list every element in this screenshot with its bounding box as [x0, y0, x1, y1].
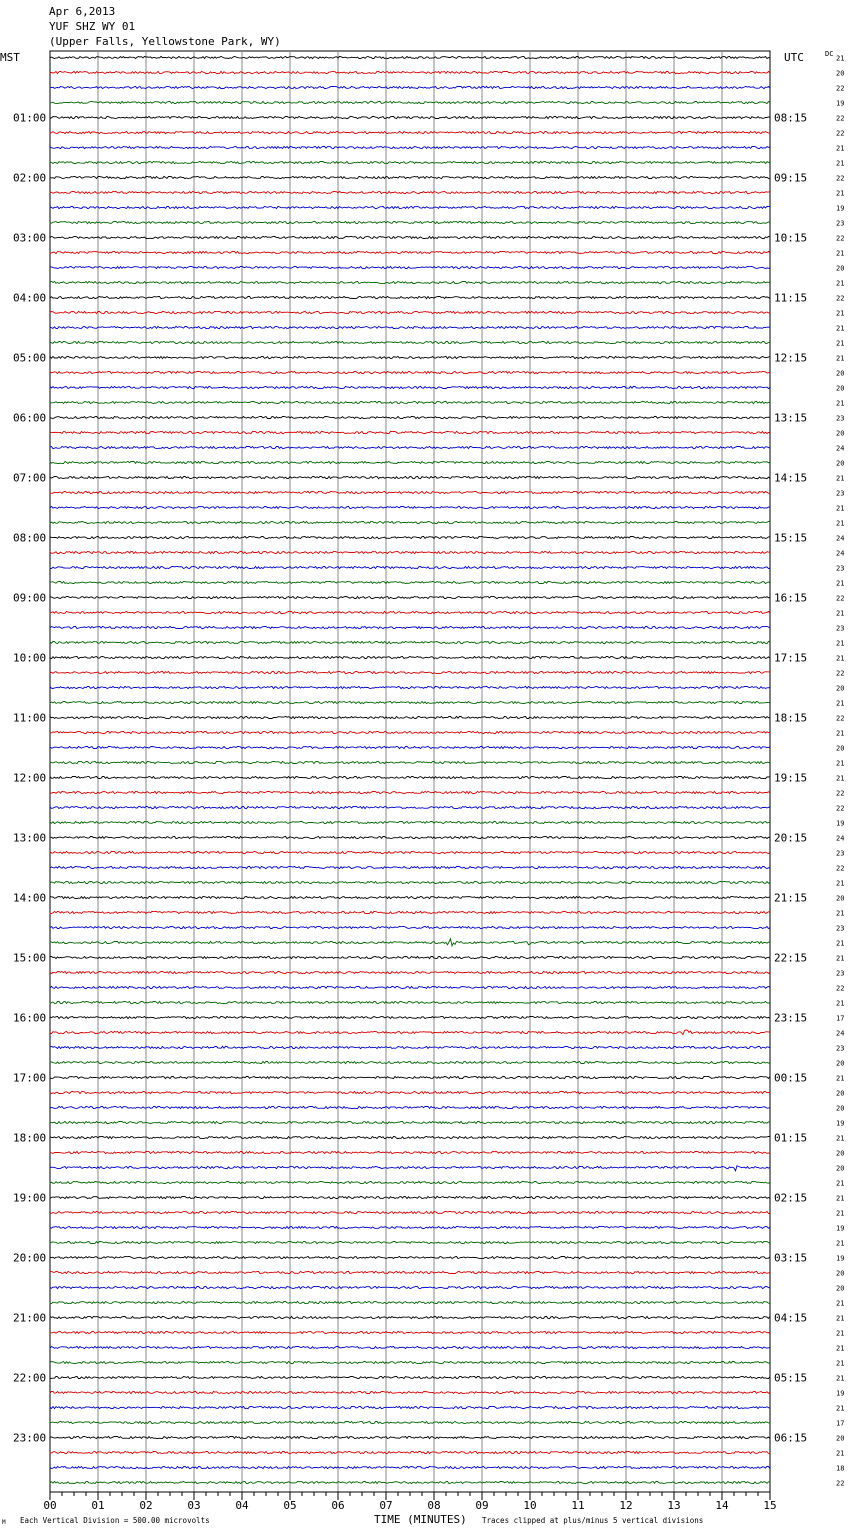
trace-row	[50, 1091, 770, 1093]
dc-offset-value: 20	[836, 69, 845, 78]
trace-row	[50, 146, 770, 148]
dc-offset-value: 21	[836, 759, 845, 768]
x-axis-title: TIME (MINUTES)	[374, 1513, 467, 1526]
dc-offset-value: 21	[836, 1404, 845, 1413]
dc-offset-value: 23	[836, 414, 845, 423]
mst-hour-labels	[13, 112, 46, 1445]
dc-offset-value: 17	[836, 1014, 845, 1023]
trace-row	[50, 986, 770, 988]
utc-hour-label: 19:15	[774, 771, 808, 785]
trace-row	[50, 71, 770, 73]
dc-offset-value: 21	[836, 1449, 845, 1458]
dc-offset-value: 22	[836, 669, 845, 678]
corner-mark: M	[2, 1519, 6, 1526]
trace-row	[50, 1406, 770, 1408]
trace-row	[50, 746, 770, 748]
trace-row	[50, 206, 770, 208]
dc-offset-value: 21	[836, 1239, 845, 1248]
dc-label: DC	[825, 50, 834, 58]
dc-offset-value: 21	[836, 579, 845, 588]
trace-row	[50, 851, 770, 853]
trace-row	[50, 326, 770, 328]
trace-row	[50, 431, 770, 433]
trace-row	[50, 221, 770, 223]
x-tick-label: 06	[331, 1499, 345, 1512]
trace-row	[50, 476, 770, 478]
utc-hour-label: 16:15	[774, 591, 808, 605]
dc-offset-value: 21	[836, 1374, 845, 1383]
trace-row	[50, 191, 770, 193]
dc-offset-value: 20	[836, 429, 845, 438]
dc-offset-value: 21	[836, 999, 845, 1008]
trace-row	[50, 281, 770, 283]
trace-row	[50, 1016, 770, 1018]
trace-row	[50, 701, 770, 703]
trace-row	[50, 521, 770, 523]
dc-offset-value: 21	[836, 774, 845, 783]
dc-offset-value: 22	[836, 864, 845, 873]
mst-hour-label: 08:00	[13, 531, 47, 545]
x-tick-label: 00	[43, 1499, 57, 1512]
dc-offset-value: 20	[836, 1104, 845, 1113]
dc-offset-value: 23	[836, 219, 845, 228]
trace-row	[50, 776, 770, 778]
trace-row	[50, 1121, 770, 1123]
dc-offset-value: 21	[836, 1329, 845, 1338]
trace-row	[50, 641, 770, 643]
scale-note: Each Vertical Division = 500.00 microvolts	[20, 1516, 210, 1525]
trace-row	[50, 446, 770, 448]
mst-hour-label: 10:00	[13, 651, 47, 665]
trace-row	[50, 1346, 770, 1348]
utc-hour-label: 00:15	[774, 1071, 808, 1085]
trace-row	[50, 401, 770, 403]
trace-row	[50, 1361, 770, 1363]
trace-row	[50, 506, 770, 508]
utc-hour-label: 20:15	[774, 831, 808, 845]
trace-row	[50, 896, 770, 898]
trace-row	[50, 1211, 770, 1213]
dc-offset-value: 21	[836, 654, 845, 663]
mst-hour-label: 07:00	[13, 471, 47, 485]
dc-offset-value: 21	[836, 1299, 845, 1308]
utc-hour-label: 09:15	[774, 171, 808, 185]
mst-hour-label: 09:00	[13, 591, 47, 605]
utc-hour-label: 01:15	[774, 1131, 808, 1145]
dc-offset-value: 21	[836, 54, 845, 63]
mst-hour-label: 03:00	[13, 231, 47, 245]
dc-offset-value: 23	[836, 924, 845, 933]
dc-offset-value: 21	[836, 879, 845, 888]
dc-offset-value: 22	[836, 714, 845, 723]
trace-row	[50, 1331, 770, 1333]
dc-offset-value: 19	[836, 1389, 845, 1398]
dc-offset-value: 23	[836, 564, 845, 573]
trace-row	[50, 536, 770, 538]
dc-offset-value: 23	[836, 624, 845, 633]
trace-row	[50, 371, 770, 373]
dc-offset-value: 21	[836, 1314, 845, 1323]
mst-hour-label: 12:00	[13, 771, 47, 785]
dc-offset-value: 21	[836, 474, 845, 483]
utc-hour-label: 03:15	[774, 1251, 808, 1265]
dc-offset-value: 24	[836, 1029, 845, 1038]
dc-offset-value: 17	[836, 1419, 845, 1428]
dc-offset-value: 21	[836, 279, 845, 288]
trace-row	[50, 1136, 770, 1138]
header-station: YUF SHZ WY 01	[49, 20, 136, 33]
dc-offset-value: 21	[836, 1209, 845, 1218]
trace-row	[50, 1376, 770, 1378]
trace-row	[50, 671, 770, 673]
dc-offset-value: 22	[836, 789, 845, 798]
dc-offset-value: 22	[836, 594, 845, 603]
right-axis-label: UTC	[784, 51, 804, 64]
mst-hour-label: 19:00	[13, 1191, 47, 1205]
x-axis	[43, 1492, 776, 1512]
utc-hour-label: 18:15	[774, 711, 808, 725]
trace-row	[50, 1451, 770, 1453]
dc-offset-value: 20	[836, 1089, 845, 1098]
trace-row	[50, 1271, 770, 1273]
trace-row	[50, 86, 770, 88]
utc-hour-label: 06:15	[774, 1431, 808, 1445]
trace-row	[50, 581, 770, 583]
trace-row	[50, 626, 770, 628]
trace-row	[50, 266, 770, 268]
dc-offset-value: 24	[836, 549, 845, 558]
utc-hour-label: 13:15	[774, 411, 808, 425]
trace-row	[50, 416, 770, 418]
x-tick-label: 10	[523, 1499, 537, 1512]
trace-row	[50, 1001, 770, 1003]
trace-row	[50, 386, 770, 388]
x-tick-label: 09	[475, 1499, 489, 1512]
trace-row	[50, 1061, 770, 1063]
header-location: (Upper Falls, Yellowstone Park, WY)	[49, 35, 281, 48]
dc-offset-value: 24	[836, 834, 845, 843]
mst-hour-label: 17:00	[13, 1071, 47, 1085]
dc-offset-value: 19	[836, 204, 845, 213]
trace-row	[50, 1196, 770, 1198]
dc-offset-value: 20	[836, 1434, 845, 1443]
trace-row	[50, 176, 770, 178]
dc-offset-value: 19	[836, 99, 845, 108]
dc-offset-value: 21	[836, 1179, 845, 1188]
dc-offset-value: 22	[836, 129, 845, 138]
trace-row	[50, 761, 770, 763]
dc-offset-value: 20	[836, 684, 845, 693]
dc-offset-value: 21	[836, 324, 845, 333]
mst-hour-label: 13:00	[13, 831, 47, 845]
utc-hour-label: 17:15	[774, 651, 808, 665]
dc-offset-value: 21	[836, 1359, 845, 1368]
mst-hour-label: 02:00	[13, 171, 47, 185]
x-tick-label: 08	[427, 1499, 441, 1512]
trace-row	[50, 491, 770, 493]
dc-offset-value: 21	[836, 909, 845, 918]
trace-row	[50, 311, 770, 313]
utc-hour-label: 12:15	[774, 351, 808, 365]
trace-row	[50, 956, 770, 958]
utc-hour-label: 21:15	[774, 891, 808, 905]
trace-row	[50, 821, 770, 823]
trace-row	[50, 1286, 770, 1288]
trace-row	[50, 939, 770, 946]
dc-offset-value: 21	[836, 339, 845, 348]
dc-offset-value: 22	[836, 174, 845, 183]
left-axis-label: MST	[0, 51, 20, 64]
trace-row	[50, 566, 770, 568]
trace-row	[50, 656, 770, 658]
mst-hour-label: 14:00	[13, 891, 47, 905]
trace-row	[50, 806, 770, 808]
mst-hour-label: 04:00	[13, 291, 47, 305]
mst-hour-label: 23:00	[13, 1431, 47, 1445]
trace-row	[50, 1046, 770, 1048]
mst-hour-label: 11:00	[13, 711, 47, 725]
mst-hour-label: 16:00	[13, 1011, 47, 1025]
utc-hour-label: 23:15	[774, 1011, 808, 1025]
trace-row	[50, 1421, 770, 1423]
dc-offset-value: 20	[836, 894, 845, 903]
dc-offset-value: 19	[836, 1119, 845, 1128]
trace-row	[50, 611, 770, 613]
dc-offset-value: 20	[836, 1269, 845, 1278]
trace-row	[50, 296, 770, 298]
dc-offset-value: 21	[836, 189, 845, 198]
dc-offset-value: 21	[836, 309, 845, 318]
trace-row	[50, 1076, 770, 1078]
dc-offset-value: 24	[836, 444, 845, 453]
trace-row	[50, 881, 770, 883]
dc-offset-labels	[836, 55, 844, 1488]
utc-hour-label: 04:15	[774, 1311, 808, 1325]
dc-offset-value: 22	[836, 294, 845, 303]
dc-offset-value: 22	[836, 234, 845, 243]
trace-row	[50, 161, 770, 163]
dc-offset-value: 19	[836, 1254, 845, 1263]
trace-row	[50, 116, 770, 118]
trace-row	[50, 791, 770, 793]
dc-offset-value: 21	[836, 159, 845, 168]
dc-offset-value: 20	[836, 459, 845, 468]
dc-offset-value: 21	[836, 1134, 845, 1143]
dc-offset-value: 22	[836, 804, 845, 813]
dc-offset-value: 19	[836, 1224, 845, 1233]
trace-row	[50, 1301, 770, 1303]
utc-hour-label: 08:15	[774, 111, 808, 125]
trace-row	[50, 461, 770, 463]
utc-hour-labels	[774, 112, 807, 1445]
trace-row	[50, 926, 770, 928]
x-tick-label: 15	[763, 1499, 777, 1512]
trace-row	[50, 236, 770, 238]
trace-row	[50, 1030, 770, 1035]
dc-offset-value: 22	[836, 984, 845, 993]
dc-offset-value: 20	[836, 384, 845, 393]
x-tick-label: 14	[715, 1499, 729, 1512]
x-tick-label: 12	[619, 1499, 633, 1512]
trace-row	[50, 836, 770, 838]
trace-row	[50, 686, 770, 688]
trace-row	[50, 1241, 770, 1243]
dc-offset-value: 20	[836, 264, 845, 273]
dc-offset-value: 21	[836, 729, 845, 738]
trace-row	[50, 1481, 770, 1483]
dc-offset-value: 22	[836, 84, 845, 93]
mst-hour-label: 06:00	[13, 411, 47, 425]
dc-offset-value: 21	[836, 144, 845, 153]
x-tick-label: 03	[187, 1499, 201, 1512]
seismic-traces	[50, 56, 770, 1483]
trace-row	[50, 911, 770, 913]
mst-hour-label: 01:00	[13, 111, 47, 125]
dc-offset-value: 20	[836, 1149, 845, 1158]
trace-row	[50, 341, 770, 343]
trace-row	[50, 731, 770, 733]
dc-offset-value: 23	[836, 1044, 845, 1053]
x-tick-label: 05	[283, 1499, 297, 1512]
trace-row	[50, 866, 770, 868]
header-date: Apr 6,2013	[49, 5, 116, 18]
trace-row	[50, 101, 770, 103]
dc-offset-value: 21	[836, 609, 845, 618]
x-tick-label: 11	[571, 1499, 585, 1512]
mst-hour-label: 21:00	[13, 1311, 47, 1325]
dc-offset-value: 21	[836, 699, 845, 708]
mst-hour-label: 18:00	[13, 1131, 47, 1145]
dc-offset-value: 23	[836, 489, 845, 498]
dc-offset-value: 20	[836, 1284, 845, 1293]
trace-row	[50, 1256, 770, 1258]
trace-row	[50, 131, 770, 133]
trace-row	[50, 1166, 770, 1171]
dc-offset-value: 21	[836, 354, 845, 363]
dc-offset-value: 21	[836, 639, 845, 648]
dc-offset-value: 20	[836, 369, 845, 378]
utc-hour-label: 14:15	[774, 471, 808, 485]
dc-offset-value: 21	[836, 1074, 845, 1083]
mst-hour-label: 05:00	[13, 351, 47, 365]
trace-row	[50, 1181, 770, 1183]
mst-hour-label: 15:00	[13, 951, 47, 965]
dc-offset-value: 20	[836, 1059, 845, 1068]
utc-hour-label: 10:15	[774, 231, 808, 245]
dc-offset-value: 21	[836, 939, 845, 948]
dc-offset-value: 21	[836, 249, 845, 258]
trace-row	[50, 56, 770, 58]
x-tick-label: 01	[91, 1499, 105, 1512]
dc-offset-value: 21	[836, 1344, 845, 1353]
clip-note: Traces clipped at plus/minus 5 vertical divisions	[482, 1516, 704, 1525]
x-tick-label: 07	[379, 1499, 393, 1512]
trace-row	[50, 1436, 770, 1438]
trace-row	[50, 251, 770, 253]
dc-offset-value: 19	[836, 819, 845, 828]
utc-hour-label: 02:15	[774, 1191, 808, 1205]
dc-offset-value: 21	[836, 1194, 845, 1203]
trace-row	[50, 356, 770, 358]
trace-row	[50, 1151, 770, 1153]
dc-offset-value: 21	[836, 504, 845, 513]
dc-offset-value: 23	[836, 969, 845, 978]
dc-offset-value: 24	[836, 534, 845, 543]
trace-row	[50, 1466, 770, 1468]
dc-offset-value: 20	[836, 744, 845, 753]
x-tick-label: 04	[235, 1499, 249, 1512]
trace-row	[50, 1106, 770, 1108]
dc-offset-value: 22	[836, 114, 845, 123]
dc-offset-value: 22	[836, 1479, 845, 1488]
trace-row	[50, 1391, 770, 1393]
trace-row	[50, 551, 770, 553]
trace-row	[50, 1316, 770, 1318]
trace-row	[50, 971, 770, 973]
dc-offset-value: 18	[836, 1464, 845, 1473]
dc-offset-value: 21	[836, 954, 845, 963]
dc-offset-value: 20	[836, 1164, 845, 1173]
x-tick-label: 02	[139, 1499, 153, 1512]
x-tick-label: 13	[667, 1499, 681, 1512]
trace-row	[50, 716, 770, 718]
dc-offset-value: 21	[836, 519, 845, 528]
utc-hour-label: 15:15	[774, 531, 808, 545]
mst-hour-label: 20:00	[13, 1251, 47, 1265]
dc-offset-value: 23	[836, 849, 845, 858]
trace-row	[50, 1226, 770, 1228]
utc-hour-label: 22:15	[774, 951, 808, 965]
utc-hour-label: 11:15	[774, 291, 808, 305]
dc-offset-value: 21	[836, 399, 845, 408]
mst-hour-label: 22:00	[13, 1371, 47, 1385]
trace-row	[50, 596, 770, 598]
utc-hour-label: 05:15	[774, 1371, 808, 1385]
